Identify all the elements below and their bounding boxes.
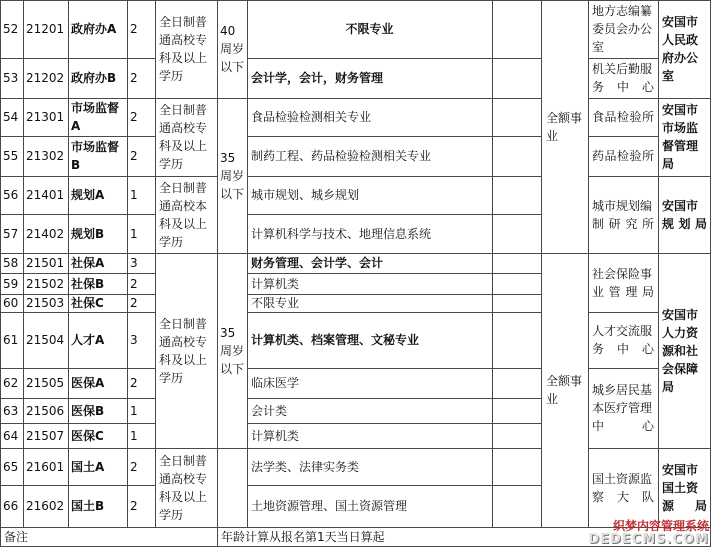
row-code-text: 21401 xyxy=(26,188,65,202)
row-position xyxy=(69,59,126,97)
row-position xyxy=(69,274,126,293)
row-position-text: 社保B xyxy=(71,276,105,291)
department-cell-text: 安国市市场监督管理局 xyxy=(662,103,699,171)
age-cell xyxy=(218,99,246,252)
education-cell xyxy=(156,177,216,252)
row-no-text: 52 xyxy=(3,22,19,36)
row-code xyxy=(24,137,67,175)
row-count-text: 3 xyxy=(130,256,138,270)
row-count-text: 1 xyxy=(130,403,138,418)
row-no xyxy=(1,399,22,422)
watermark-en: DEDECMS.COM xyxy=(588,532,709,547)
row-major-text: 不限专业 xyxy=(345,22,394,36)
grid-line xyxy=(247,485,542,486)
row-count xyxy=(128,313,154,367)
grid-line xyxy=(247,176,542,177)
row-no xyxy=(1,215,22,252)
row-no xyxy=(1,274,22,293)
row-no xyxy=(1,449,22,484)
row-no-text: 64 xyxy=(3,428,19,443)
row-no xyxy=(1,369,22,397)
grid-line xyxy=(247,398,542,399)
row-position xyxy=(69,215,126,252)
row-count xyxy=(128,295,154,311)
row-code xyxy=(24,1,67,57)
row-count xyxy=(128,137,154,175)
grid-line xyxy=(588,98,659,99)
row-count xyxy=(128,1,154,57)
row-position xyxy=(69,313,126,367)
grid-line xyxy=(658,98,711,99)
funding-cell-text: 全额事业 xyxy=(546,110,583,143)
education-cell-text: 全日制普通高校专科及以上学历 xyxy=(159,453,208,522)
row-code-text: 21301 xyxy=(26,110,65,124)
row-major xyxy=(248,424,491,447)
row-no-text: 59 xyxy=(3,276,19,291)
department-cell-text: 安国市国土资源局 xyxy=(662,462,707,513)
row-position xyxy=(69,137,126,175)
unit-cell xyxy=(589,449,657,526)
grid-line xyxy=(247,0,248,528)
footer-note-text: 年龄计算从报名第1天当日算起 xyxy=(221,530,385,544)
row-major xyxy=(248,215,491,252)
row-no xyxy=(1,1,22,57)
row-no xyxy=(1,99,22,135)
row-major xyxy=(248,449,491,484)
row-no xyxy=(1,254,22,272)
department-cell xyxy=(659,99,710,175)
row-count-text: 1 xyxy=(130,226,138,241)
row-count-text: 2 xyxy=(130,149,138,163)
row-major xyxy=(248,99,491,135)
row-position-text: 国土A xyxy=(71,459,105,474)
funding-cell xyxy=(542,254,587,526)
row-code-text: 21506 xyxy=(26,403,65,418)
row-count-text: 1 xyxy=(130,428,138,443)
row-count-text: 2 xyxy=(130,71,138,85)
row-no-text: 53 xyxy=(3,71,19,85)
row-major-text: 食品检验检测相关专业 xyxy=(251,110,372,124)
grid-line xyxy=(247,423,542,424)
row-major xyxy=(248,137,491,175)
education-cell-text: 全日制普通高校专科及以上学历 xyxy=(159,316,208,385)
row-major-text: 土地资源管理、国土资源管理 xyxy=(251,499,408,513)
grid-line xyxy=(247,312,542,313)
row-major xyxy=(248,486,491,526)
grid-line xyxy=(217,253,248,254)
grid-line xyxy=(588,0,589,528)
row-major-text: 制药工程、药品检验检测相关专业 xyxy=(251,149,432,163)
grid-line xyxy=(247,294,542,295)
row-major-text: 计算机科学与技术、地理信息系统 xyxy=(251,226,432,241)
row-no-text: 60 xyxy=(3,296,19,310)
grid-line xyxy=(658,253,711,254)
row-code-text: 21202 xyxy=(26,71,65,85)
row-major-text: 会计学，会计，财务管理 xyxy=(251,71,384,85)
row-position xyxy=(69,486,126,526)
row-code xyxy=(24,215,67,252)
grid-line xyxy=(541,527,589,528)
row-code-text: 21505 xyxy=(26,376,65,390)
row-position xyxy=(69,99,126,135)
row-position xyxy=(69,424,126,447)
row-major xyxy=(248,59,491,97)
unit-cell-text: 人才交流服务中心 xyxy=(592,324,654,356)
row-major-text: 法学类、法律实务类 xyxy=(251,459,360,474)
unit-cell-text: 社会保险事业管理局 xyxy=(592,266,654,299)
row-major-text: 临床医学 xyxy=(251,376,300,390)
row-count-text: 2 xyxy=(130,459,138,474)
row-position-text: 规划B xyxy=(71,226,105,241)
row-position xyxy=(69,254,126,272)
row-code xyxy=(24,177,67,213)
row-code xyxy=(24,424,67,447)
row-code xyxy=(24,59,67,97)
grid-line xyxy=(217,0,248,1)
grid-line xyxy=(541,0,589,1)
grid-line xyxy=(155,253,218,254)
grid-line xyxy=(247,58,542,59)
grid-line xyxy=(247,136,542,137)
department-cell-text: 安国市规划局 xyxy=(662,198,707,231)
grid-line xyxy=(217,527,248,528)
row-code-text: 21507 xyxy=(26,428,65,443)
grid-line xyxy=(658,0,711,1)
grid-line xyxy=(247,273,542,274)
row-code-text: 21201 xyxy=(26,22,65,36)
row-code-text: 21502 xyxy=(26,276,65,291)
row-count-text: 2 xyxy=(130,499,138,513)
department-cell-text: 安国市人民政府办公室 xyxy=(662,15,699,83)
grid-line xyxy=(658,176,711,177)
row-major-text: 计算机类、档案管理、文秘专业 xyxy=(251,333,420,347)
row-no xyxy=(1,177,22,213)
row-code-text: 21402 xyxy=(26,226,65,241)
grid-line xyxy=(0,0,1,528)
age-cell-text: 35周岁以下 xyxy=(220,325,245,376)
department-cell xyxy=(659,254,710,447)
grid-line xyxy=(658,448,711,449)
watermark xyxy=(588,519,709,547)
row-position-text: 医保B xyxy=(71,403,105,418)
grid-line xyxy=(247,253,542,254)
funding-cell-text: 全额事业 xyxy=(546,374,583,406)
education-cell-text: 全日制普通高校专科及以上学历 xyxy=(159,15,208,83)
row-count xyxy=(128,99,154,135)
education-cell xyxy=(156,99,216,175)
row-major xyxy=(248,274,491,293)
grid-line xyxy=(247,0,542,1)
row-count-text: 2 xyxy=(130,110,138,124)
row-code xyxy=(24,295,67,311)
row-code xyxy=(24,449,67,484)
grid-line xyxy=(588,312,659,313)
education-cell xyxy=(156,254,216,447)
grid-line xyxy=(247,98,542,99)
row-count-text: 2 xyxy=(130,376,138,390)
unit-cell-text: 地方志编纂委员会办公室 xyxy=(592,4,653,54)
row-no xyxy=(1,295,22,311)
row-position-text: 社保C xyxy=(71,296,104,310)
row-position-text: 政府办A xyxy=(71,22,117,36)
unit-cell xyxy=(589,137,657,175)
unit-cell-text: 城市规划编制研究所 xyxy=(592,198,654,231)
row-major xyxy=(248,254,491,272)
row-code xyxy=(24,369,67,397)
grid-line xyxy=(588,368,659,369)
grid-line xyxy=(658,0,659,528)
age-cell-text: 35周岁以下 xyxy=(220,150,245,201)
row-no xyxy=(1,313,22,367)
row-no-text: 66 xyxy=(3,499,19,513)
unit-cell-text: 城乡居民基本医疗管理中心 xyxy=(592,383,654,433)
row-count-text: 3 xyxy=(130,333,138,347)
grid-line xyxy=(247,527,542,528)
row-major-text: 城市规划、城乡规划 xyxy=(251,188,360,202)
row-code-text: 21601 xyxy=(26,459,65,474)
unit-cell xyxy=(589,177,657,252)
row-code xyxy=(24,313,67,367)
unit-cell xyxy=(589,1,657,57)
unit-cell xyxy=(589,59,657,97)
row-no-text: 62 xyxy=(3,376,19,390)
row-position-text: 市场监督B xyxy=(71,140,120,172)
row-major xyxy=(248,369,491,397)
row-no-text: 55 xyxy=(3,149,19,163)
education-cell xyxy=(156,1,216,97)
row-major xyxy=(248,313,491,367)
row-no-text: 63 xyxy=(3,403,19,418)
row-position-text: 社保A xyxy=(71,256,105,270)
row-position-text: 政府办B xyxy=(71,71,117,85)
unit-cell-text: 国土资源监察大队 xyxy=(592,471,654,504)
department-cell xyxy=(659,1,710,97)
grid-line xyxy=(127,0,128,528)
row-no-text: 57 xyxy=(3,226,19,241)
row-count xyxy=(128,486,154,526)
row-major-text: 计算机类 xyxy=(251,428,300,443)
row-position-text: 人才A xyxy=(71,333,105,347)
row-no-text: 65 xyxy=(3,459,19,474)
grid-line xyxy=(588,136,659,137)
row-major-text: 不限专业 xyxy=(251,296,300,310)
row-no xyxy=(1,59,22,97)
row-count-text: 2 xyxy=(130,296,138,310)
row-position-text: 规划A xyxy=(71,188,105,202)
grid-line xyxy=(588,448,659,449)
row-count xyxy=(128,399,154,422)
grid-line xyxy=(247,448,542,449)
department-cell-text: 安国市人力资源和社会保障局 xyxy=(662,307,699,394)
unit-cell-text: 药品检验所 xyxy=(592,149,654,163)
row-code-text: 21503 xyxy=(26,296,65,310)
age-cell xyxy=(218,254,246,447)
row-position xyxy=(69,295,126,311)
grid-line xyxy=(155,448,218,449)
footer-label xyxy=(1,528,216,546)
row-position xyxy=(69,449,126,484)
row-code-text: 21504 xyxy=(26,333,65,347)
row-major xyxy=(248,177,491,213)
grid-line xyxy=(0,527,1,547)
unit-cell xyxy=(589,369,657,447)
grid-line xyxy=(588,176,659,177)
grid-line xyxy=(217,0,218,528)
unit-cell-text: 食品检验所 xyxy=(592,110,654,124)
grid-line xyxy=(217,448,248,449)
row-no-text: 56 xyxy=(3,188,19,202)
row-count xyxy=(128,215,154,252)
watermark-cn: 织梦内容管理系统 xyxy=(612,519,709,533)
footer-label-text: 备注 xyxy=(4,530,29,544)
grid-line xyxy=(247,368,542,369)
funding-cell xyxy=(542,1,587,252)
grid-line xyxy=(155,0,218,1)
row-count xyxy=(128,369,154,397)
row-code xyxy=(24,274,67,293)
unit-cell xyxy=(589,254,657,311)
row-major-text: 会计类 xyxy=(251,403,288,418)
row-count xyxy=(128,177,154,213)
row-code-text: 21302 xyxy=(26,149,65,163)
grid-line xyxy=(155,0,156,528)
row-count xyxy=(128,449,154,484)
row-position-text: 市场监督A xyxy=(71,101,120,133)
row-no-text: 54 xyxy=(3,110,19,124)
row-no-text: 61 xyxy=(3,333,19,347)
row-no xyxy=(1,486,22,526)
grid-line xyxy=(155,527,218,528)
grid-line xyxy=(68,0,69,528)
row-count xyxy=(128,274,154,293)
row-count xyxy=(128,254,154,272)
row-position xyxy=(69,369,126,397)
education-cell-text: 全日制普通高校本科及以上学历 xyxy=(159,180,208,249)
grid-line xyxy=(155,176,218,177)
age-cell xyxy=(218,1,246,97)
grid-line xyxy=(541,253,589,254)
row-code xyxy=(24,399,67,422)
row-code xyxy=(24,99,67,135)
row-count xyxy=(128,59,154,97)
row-no-text: 58 xyxy=(3,256,19,270)
age-cell-text: 40周岁以下 xyxy=(220,24,245,74)
grid-line xyxy=(247,214,542,215)
unit-cell xyxy=(589,99,657,135)
education-cell xyxy=(156,449,216,526)
row-position-text: 医保C xyxy=(71,428,104,443)
row-no xyxy=(1,137,22,175)
grid-line xyxy=(217,98,248,99)
department-cell xyxy=(659,449,710,526)
row-major-text: 计算机类 xyxy=(251,276,300,291)
grid-line xyxy=(588,0,659,1)
row-code xyxy=(24,486,67,526)
row-count-text: 2 xyxy=(130,22,138,36)
education-cell-text: 全日制普通高校专科及以上学历 xyxy=(159,103,208,171)
row-count xyxy=(128,424,154,447)
grid-line xyxy=(541,0,542,528)
grid-line xyxy=(588,253,659,254)
row-no xyxy=(1,424,22,447)
grid-line xyxy=(588,58,659,59)
department-cell xyxy=(659,177,710,252)
unit-cell-text: 机关后勤服务中心 xyxy=(592,62,654,94)
row-count-text: 1 xyxy=(130,188,138,202)
row-count-text: 2 xyxy=(130,276,138,291)
row-position xyxy=(69,177,126,213)
grid-line xyxy=(155,98,218,99)
unit-cell xyxy=(589,313,657,367)
row-position xyxy=(69,1,126,57)
row-major xyxy=(248,295,491,311)
row-code-text: 21501 xyxy=(26,256,65,270)
row-position xyxy=(69,399,126,422)
grid-line xyxy=(492,0,493,528)
grid-line xyxy=(23,0,24,528)
row-major xyxy=(248,1,491,57)
row-position-text: 国土B xyxy=(71,499,105,513)
row-major xyxy=(248,399,491,422)
grid-line xyxy=(217,527,218,547)
row-code xyxy=(24,254,67,272)
row-position-text: 医保A xyxy=(71,376,105,390)
row-code-text: 21602 xyxy=(26,499,65,513)
row-major-text: 财务管理、会计学、会计 xyxy=(251,256,384,270)
